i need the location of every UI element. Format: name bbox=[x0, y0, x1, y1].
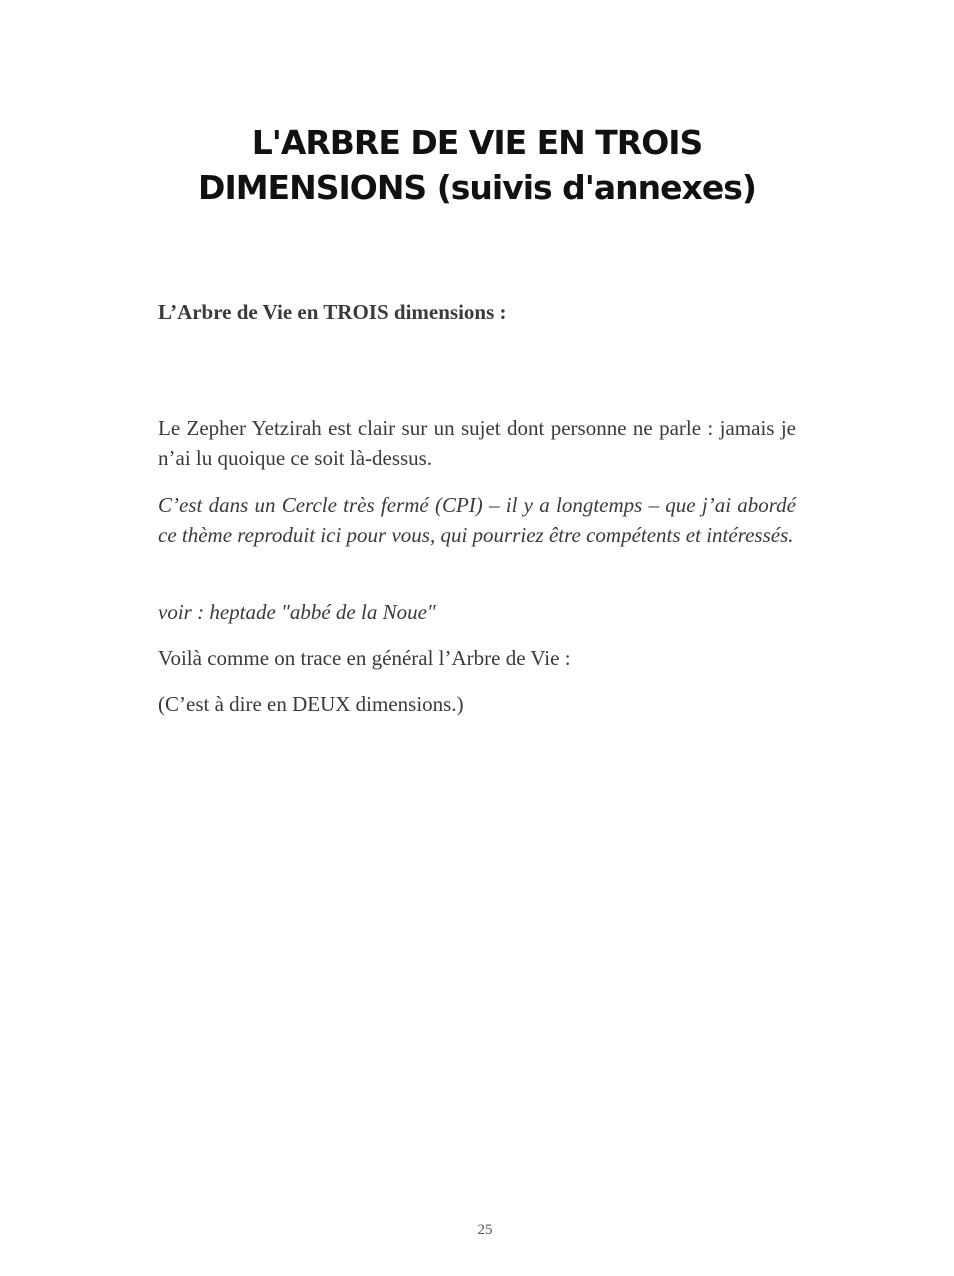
paragraph-two-dimensions: (C’est à dire en DEUX dimensions.) bbox=[158, 692, 464, 716]
page-number: 25 bbox=[477, 1222, 493, 1238]
section-heading: L’Arbre de Vie en TROIS dimensions : bbox=[158, 300, 507, 324]
paragraph-trace: Voilà comme on trace en général l’Arbre de Vie : bbox=[158, 646, 571, 670]
paragraph-intro: Le Zepher Yetzirah est clair sur un sujet dont personne ne parle : jamais je n’ai lu quoique ce soit là-dessus. bbox=[158, 416, 796, 470]
page-title bbox=[120, 120, 834, 210]
page-title-line-1: L'ARBRE DE VIE EN TROIS bbox=[251, 123, 703, 162]
paragraph-reference: voir : heptade "abbé de la Noue" bbox=[158, 600, 436, 624]
page-title-line-2: DIMENSIONS (suivis d'annexes) bbox=[198, 168, 756, 207]
paragraph-cercle: C’est dans un Cercle très fermé (CPI) – il y a longtemps – que j’ai abordé ce thème reproduit ici pour vous, qui pourriez être compétents et intéressés. bbox=[158, 493, 796, 547]
